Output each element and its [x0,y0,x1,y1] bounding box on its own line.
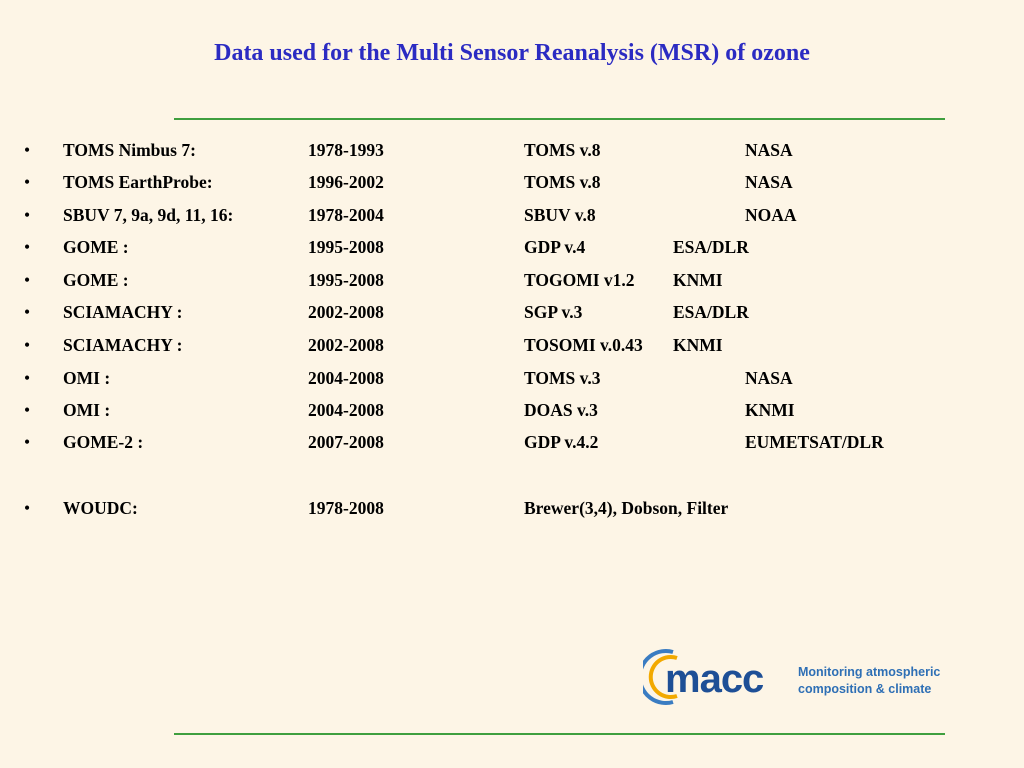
sensor-name: GOME : [63,237,129,257]
product-version: TOSOMI v.0.43 [524,335,643,355]
bullet: • [24,498,31,518]
data-provider: NASA [745,140,793,160]
logo-tagline-line2: composition & climate [798,682,932,696]
bullet: • [24,400,31,420]
data-provider: NASA [745,172,793,192]
bullet: • [24,432,31,452]
year-range: 1978-2008 [308,498,384,518]
sensor-name: GOME : [63,270,129,290]
product-version: DOAS v.3 [524,400,598,420]
product-version: SGP v.3 [524,302,583,322]
top-divider [174,118,945,120]
sensor-name: SCIAMACHY : [63,302,183,322]
bottom-divider [174,733,945,735]
product-version: GDP v.4 [524,237,586,257]
data-provider: KNMI [673,270,723,290]
data-provider: NASA [745,368,793,388]
sensor-name: SBUV 7, 9a, 9d, 11, 16: [63,205,234,225]
sensor-name: SCIAMACHY : [63,335,183,355]
sensor-name: WOUDC: [63,498,138,518]
bullet: • [24,270,31,290]
sensor-name: TOMS EarthProbe: [63,172,213,192]
year-range: 2002-2008 [308,335,384,355]
data-provider: NOAA [745,205,797,225]
product-version: Brewer(3,4), Dobson, Filter [524,498,729,518]
data-provider: KNMI [745,400,795,420]
bullet: • [24,237,31,257]
list-item [0,237,1024,265]
data-provider: KNMI [673,335,723,355]
sensor-name: OMI : [63,400,111,420]
sensor-name: OMI : [63,368,111,388]
list-item [0,400,1024,428]
logo-wordmark: macc [665,657,764,701]
bullet: • [24,302,31,322]
slide-title: Data used for the Multi Sensor Reanalysis (MSR) of ozone [214,40,810,66]
year-range: 1978-2004 [308,205,384,225]
year-range: 1978-1993 [308,140,384,160]
list-item [0,172,1024,200]
year-range: 2004-2008 [308,368,384,388]
list-item [0,302,1024,330]
year-range: 2002-2008 [308,302,384,322]
list-item-woudc [0,498,1024,526]
product-version: TOMS v.3 [524,368,601,388]
bullet: • [24,368,31,388]
sensor-name: TOMS Nimbus 7: [63,140,196,160]
list-item [0,368,1024,396]
list-item [0,270,1024,298]
list-item [0,140,1024,168]
year-range: 1996-2002 [308,172,384,192]
product-version: TOMS v.8 [524,140,601,160]
data-provider: ESA/DLR [673,302,749,322]
bullet: • [24,205,31,225]
list-item [0,335,1024,363]
list-item [0,205,1024,233]
product-version: TOGOMI v1.2 [524,270,635,290]
bullet: • [24,335,31,355]
product-version: SBUV v.8 [524,205,596,225]
product-version: TOMS v.8 [524,172,601,192]
year-range: 2007-2008 [308,432,384,452]
logo-tagline [798,664,940,698]
bullet: • [24,140,31,160]
year-range: 1995-2008 [308,237,384,257]
bullet: • [24,172,31,192]
sensor-name: GOME-2 : [63,432,144,452]
list-item [0,432,1024,460]
year-range: 2004-2008 [308,400,384,420]
product-version: GDP v.4.2 [524,432,599,452]
data-provider: EUMETSAT/DLR [745,432,884,452]
year-range: 1995-2008 [308,270,384,290]
data-provider: ESA/DLR [673,237,749,257]
logo-tagline-line1: Monitoring atmospheric [798,665,941,679]
